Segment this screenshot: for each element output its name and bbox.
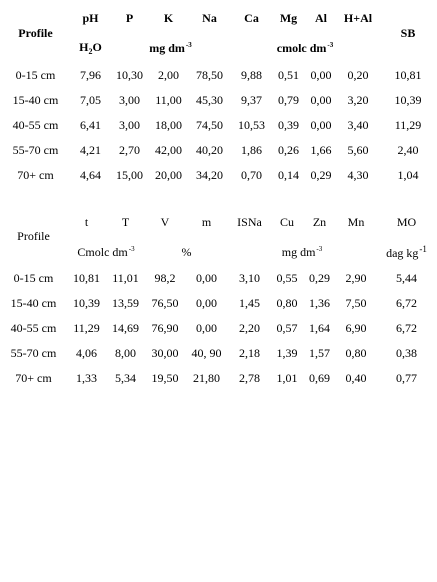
table-cell: 40, 90 bbox=[191, 346, 222, 360]
table-row bbox=[0, 113, 437, 138]
table-cell: 10,39 bbox=[394, 93, 422, 107]
table-cell: 30,00 bbox=[151, 346, 179, 360]
table-cell: 0,39 bbox=[278, 118, 299, 132]
unit-dag-kg: dag $kg^{-1}$ bbox=[386, 244, 427, 260]
table-cell: 0,00 bbox=[196, 271, 217, 285]
table-cell: 40,20 bbox=[196, 143, 223, 157]
unit-mg-dm3: mg $dm^{-3}$ bbox=[149, 40, 192, 55]
table-cell: 98,2 bbox=[154, 271, 176, 285]
table-cell: 14,69 bbox=[112, 321, 139, 335]
row-profile-label: 40-55 cm bbox=[10, 321, 57, 335]
table-cell: 0,00 bbox=[310, 68, 332, 82]
table-cell: 13,59 bbox=[112, 296, 139, 310]
table-cell: 0,77 bbox=[396, 371, 417, 385]
table-cell: 8,00 bbox=[115, 346, 136, 360]
table-cell: 0,80 bbox=[276, 296, 298, 310]
col-header-mn: Mn bbox=[347, 215, 365, 229]
table-cell: 15,00 bbox=[116, 168, 143, 182]
table-cell: 0,14 bbox=[278, 168, 299, 182]
table-cell: 4,30 bbox=[347, 168, 369, 182]
table-cell: 11,01 bbox=[112, 271, 139, 285]
col-header-mo: MO bbox=[396, 215, 417, 229]
table-cell: 1,86 bbox=[241, 143, 262, 157]
row-profile-label: 55-70 cm bbox=[10, 346, 57, 360]
header-row bbox=[0, 3, 437, 33]
table-cell: 0,00 bbox=[310, 93, 332, 107]
table-cell: 6,90 bbox=[345, 321, 367, 335]
table-cell: 34,20 bbox=[196, 168, 223, 182]
table-cell: 0,70 bbox=[241, 168, 262, 182]
table-row bbox=[0, 88, 437, 113]
table-cell: 45,30 bbox=[196, 93, 223, 107]
table-cell: 0,29 bbox=[310, 168, 332, 182]
table-cell: 0,57 bbox=[276, 321, 298, 335]
table-cell: 4,06 bbox=[76, 346, 97, 360]
col-header-v: V bbox=[160, 215, 170, 229]
table-cell: 0,79 bbox=[278, 93, 299, 107]
header-row bbox=[0, 206, 437, 239]
table1-body bbox=[0, 63, 437, 188]
col-header-hal: H+Al bbox=[343, 10, 373, 25]
table-cell: 18,00 bbox=[155, 118, 182, 132]
col-header-cu: Cu bbox=[279, 215, 294, 229]
table-cell: 1,39 bbox=[276, 346, 298, 360]
table-cell: 1,45 bbox=[239, 296, 260, 310]
table-cell: 3,00 bbox=[119, 118, 140, 132]
table-row bbox=[0, 63, 437, 88]
table-cell: 6,72 bbox=[396, 321, 417, 335]
col-header-isna: ISNa bbox=[237, 215, 262, 229]
table-row bbox=[0, 316, 437, 341]
table-cell: 78,50 bbox=[196, 68, 223, 82]
table-row bbox=[0, 341, 437, 366]
table-cell: 76,90 bbox=[151, 321, 179, 335]
row-profile-label: 40-55 cm bbox=[12, 118, 59, 132]
row-profile-label: 0-15 cm bbox=[15, 68, 56, 82]
table-cell: 2,90 bbox=[345, 271, 367, 285]
col-header-sb: SB bbox=[400, 25, 416, 40]
table-cell: 11,00 bbox=[155, 93, 182, 107]
table-cell: 0,80 bbox=[345, 346, 367, 360]
table-cell: 0,00 bbox=[196, 296, 217, 310]
col-header-ca: Ca bbox=[244, 10, 259, 25]
col-header-mg: Mg bbox=[279, 10, 298, 25]
col-header-ph: pH bbox=[82, 10, 99, 25]
table-cell: 6,72 bbox=[396, 296, 417, 310]
row-profile-label: 70+ cm bbox=[15, 371, 52, 385]
table-cell: 3,40 bbox=[347, 118, 369, 132]
table-cell: 0,51 bbox=[278, 68, 299, 82]
table-cell: 76,50 bbox=[151, 296, 179, 310]
table-cell: 10,53 bbox=[238, 118, 265, 132]
table2-body bbox=[0, 266, 437, 391]
table-cell: 1,04 bbox=[397, 168, 419, 182]
table-cell: 9,88 bbox=[241, 68, 262, 82]
table-cell: 10,39 bbox=[73, 296, 100, 310]
soil-chemistry-table-2 bbox=[0, 206, 437, 391]
table-cell: 3,00 bbox=[119, 93, 140, 107]
table-cell: 4,21 bbox=[80, 143, 101, 157]
table-cell: 9,37 bbox=[241, 93, 262, 107]
col-header-k: K bbox=[163, 10, 174, 25]
col-header-na: Na bbox=[202, 10, 217, 25]
row-profile-label: 55-70 cm bbox=[12, 143, 59, 157]
row-profile-label: 15-40 cm bbox=[12, 93, 59, 107]
table-row bbox=[0, 266, 437, 291]
table-cell: 10,81 bbox=[394, 68, 422, 82]
table-cell: 7,05 bbox=[80, 93, 101, 107]
table-cell: 10,81 bbox=[73, 271, 100, 285]
profile-header: Profile bbox=[17, 228, 50, 243]
table-cell: 0,38 bbox=[396, 346, 417, 360]
table-cell: 1,01 bbox=[276, 371, 298, 385]
table-cell: 0,55 bbox=[276, 271, 298, 285]
col-header-t: t bbox=[84, 215, 89, 229]
col-header-al: Al bbox=[315, 10, 327, 25]
table-cell: 0,20 bbox=[347, 68, 369, 82]
table-row bbox=[0, 163, 437, 188]
table-cell: 5,44 bbox=[396, 271, 417, 285]
row-profile-label: 70+ cm bbox=[17, 168, 54, 182]
row-profile-label: 0-15 cm bbox=[13, 271, 54, 285]
table-cell: 1,33 bbox=[76, 371, 97, 385]
table-cell: 4,64 bbox=[80, 168, 101, 182]
table-cell: 0,26 bbox=[278, 143, 299, 157]
col-header-zn: Zn bbox=[312, 215, 327, 229]
table-cell: 1,66 bbox=[310, 143, 332, 157]
table-cell: 2,70 bbox=[119, 143, 140, 157]
table-cell: 11,29 bbox=[73, 321, 100, 335]
table-cell: 20,00 bbox=[155, 168, 182, 182]
ph-unit: $H_2O$ bbox=[79, 40, 102, 56]
table-cell: 3,10 bbox=[239, 271, 260, 285]
table-cell: 2,18 bbox=[239, 346, 260, 360]
soil-chemistry-table-1 bbox=[0, 3, 437, 188]
table-cell: 5,60 bbox=[347, 143, 369, 157]
table-cell: 7,96 bbox=[80, 68, 101, 82]
table-cell: 3,20 bbox=[347, 93, 369, 107]
unit-cmolc-dm3: cmolc $dm^{-3}$ bbox=[276, 40, 334, 55]
profile-header: Profile bbox=[18, 25, 53, 40]
table-cell: 11,29 bbox=[394, 118, 422, 132]
table-cell: 0,69 bbox=[309, 371, 330, 385]
unit-mg-dm3: mg $dm^{-3}$ bbox=[281, 245, 323, 259]
table-cell: 19,50 bbox=[151, 371, 179, 385]
row-profile-label: 15-40 cm bbox=[10, 296, 57, 310]
unit-cmolc-dm3: Cmolc $dm^{-3}$ bbox=[77, 245, 135, 259]
table-cell: 2,40 bbox=[397, 143, 419, 157]
table-cell: 0,00 bbox=[196, 321, 217, 335]
unit-percent: % bbox=[181, 245, 192, 259]
table-cell: 21,80 bbox=[193, 371, 220, 385]
col-header-T: T bbox=[121, 215, 130, 229]
table-cell: 10,30 bbox=[116, 68, 143, 82]
table-cell: 74,50 bbox=[196, 118, 223, 132]
table-cell: 42,00 bbox=[155, 143, 182, 157]
table-row bbox=[0, 138, 437, 163]
table-cell: 1,64 bbox=[309, 321, 330, 335]
table-row bbox=[0, 291, 437, 316]
col-header-p: P bbox=[125, 10, 134, 25]
table-cell: 0,00 bbox=[310, 118, 332, 132]
table-cell: 0,29 bbox=[309, 271, 330, 285]
table-cell: 2,78 bbox=[239, 371, 260, 385]
table-cell: 1,36 bbox=[309, 296, 330, 310]
table-row bbox=[0, 366, 437, 391]
table-cell: 2,20 bbox=[239, 321, 260, 335]
table-cell: 0,40 bbox=[345, 371, 367, 385]
table-cell: 1,57 bbox=[309, 346, 330, 360]
col-header-m: m bbox=[201, 215, 212, 229]
table-cell: 2,00 bbox=[158, 68, 179, 82]
table-cell: 7,50 bbox=[345, 296, 367, 310]
table-cell: 5,34 bbox=[115, 371, 136, 385]
table-cell: 6,41 bbox=[80, 118, 101, 132]
